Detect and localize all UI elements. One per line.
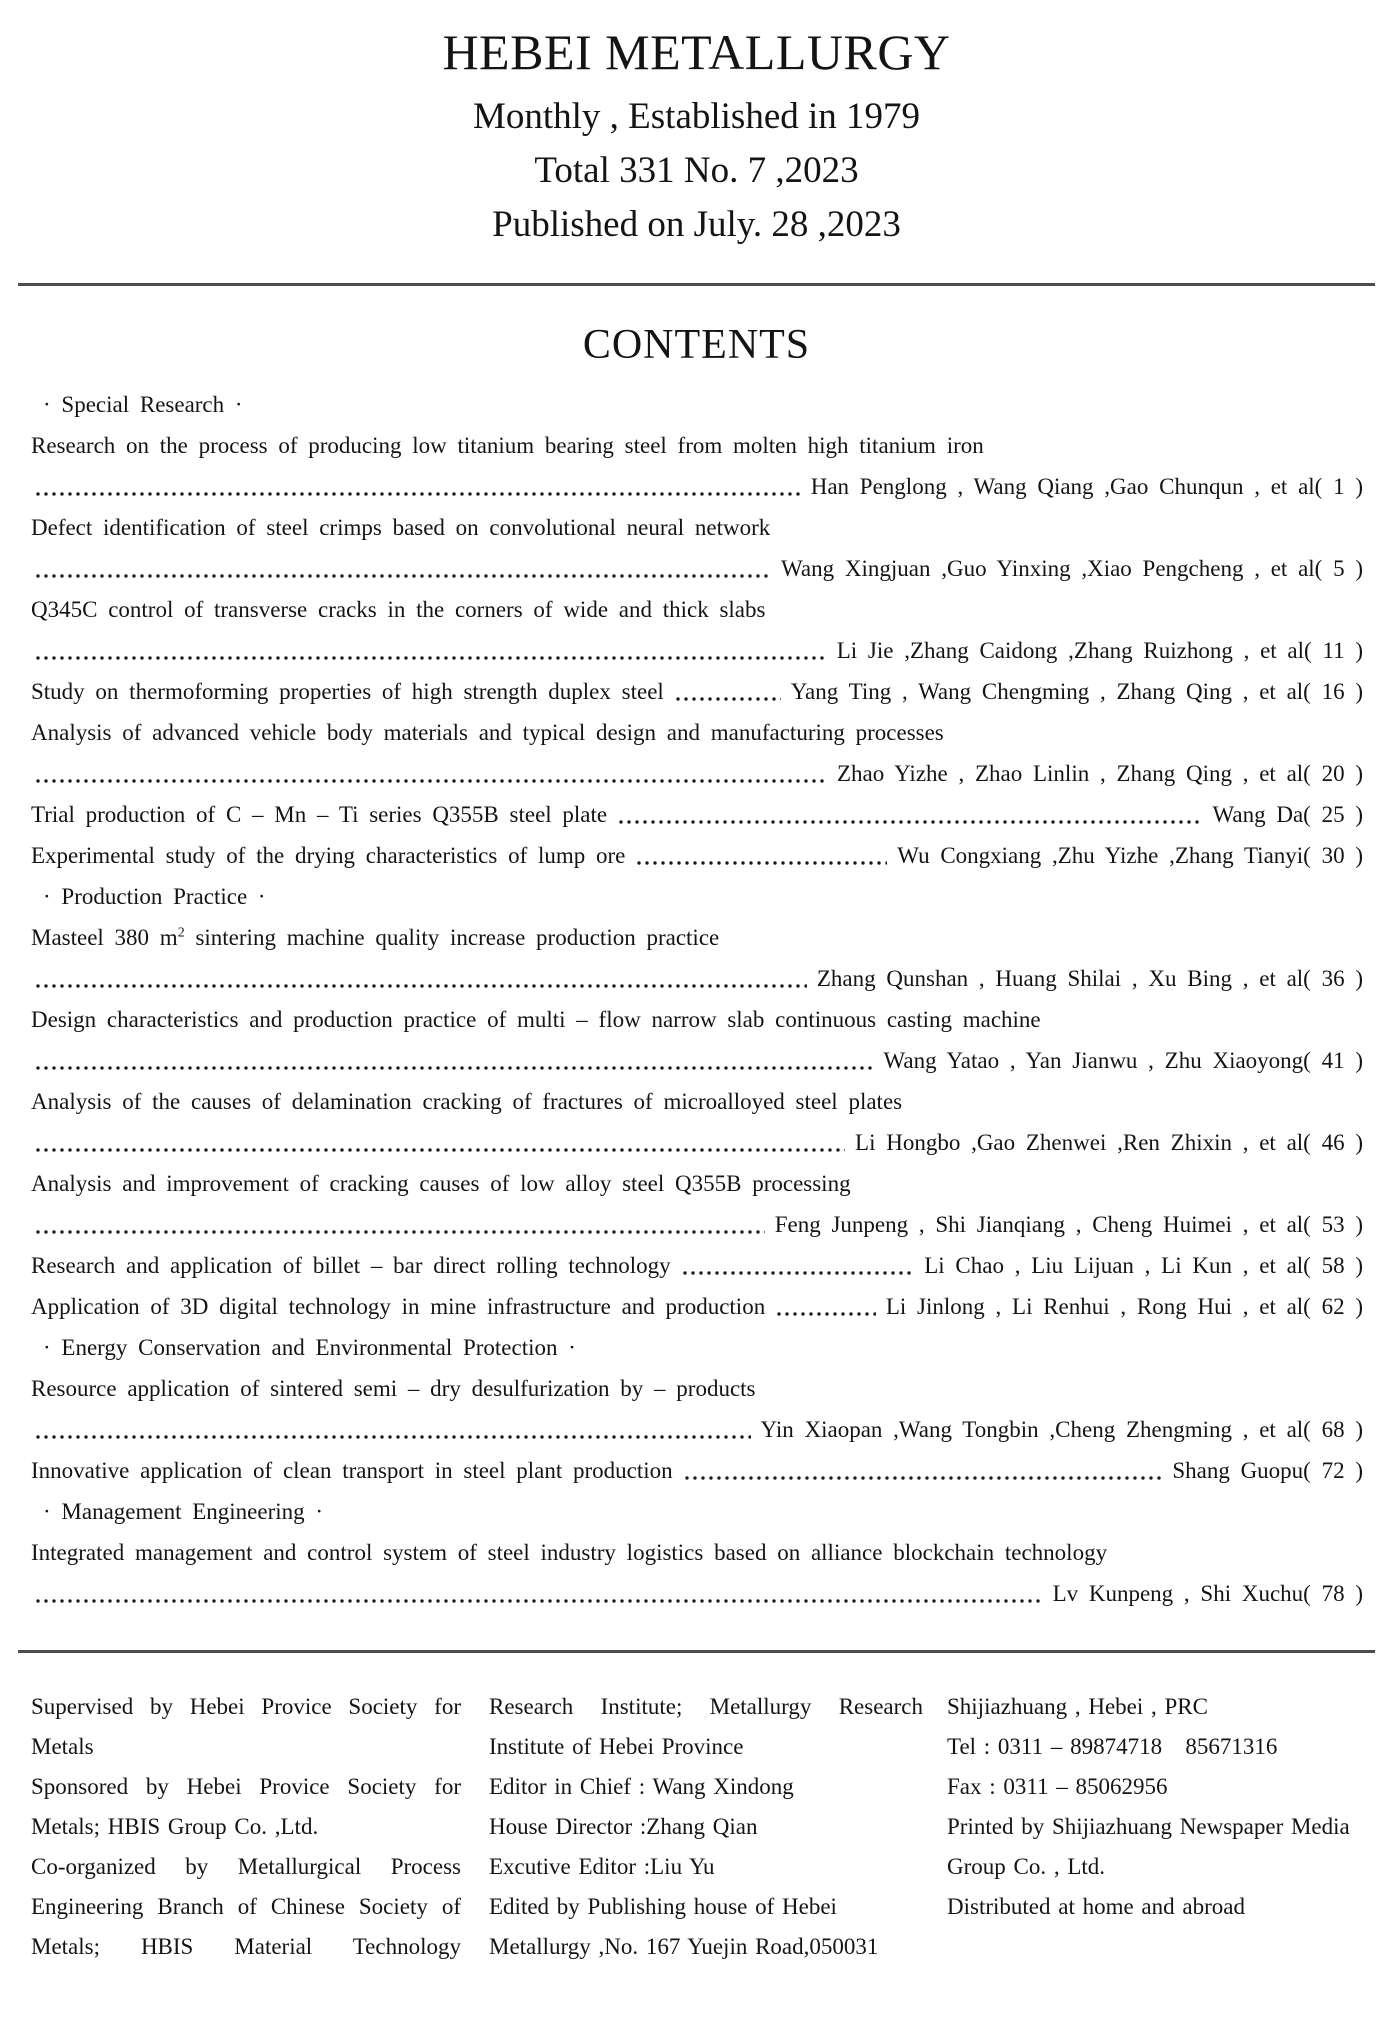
dot-leader	[34, 1204, 765, 1245]
toc-entry	[31, 876, 1363, 917]
imprint-line: Engineering Branch of Chinese Society of	[31, 1894, 461, 1919]
imprint-column	[31, 1687, 461, 1967]
toc-section-heading: · Management Engineering ·	[43, 1499, 324, 1524]
toc-entry	[31, 1081, 1363, 1122]
dot-leader	[34, 630, 827, 671]
dot-leader	[34, 753, 827, 794]
dot-leader	[34, 1122, 845, 1163]
journal-publish-date-line: Published on July. 28 ,2023	[492, 204, 901, 245]
toc-authors-page: Li Jie ,Zhang Caidong ,Zhang Ruizhong , et al( 11 )	[836, 638, 1363, 663]
toc-entry	[31, 589, 1363, 630]
toc-entry	[31, 1450, 1363, 1491]
toc-entry	[31, 671, 1363, 712]
top-divider	[18, 283, 1375, 286]
toc-authors-page: Yin Xiaopan ,Wang Tongbin ,Cheng Zhengming , et al( 68 )	[760, 1417, 1363, 1442]
toc-authors-page: Wang Yatao , Yan Jianwu , Zhu Xiaoyong( 41 )	[883, 1048, 1363, 1073]
toc-entry	[31, 1245, 1363, 1286]
toc-authors-page: Li Chao , Liu Lijuan , Li Kun , et al( 58 )	[924, 1253, 1363, 1278]
dot-leader	[34, 466, 801, 507]
toc-article-title: Defect identification of steel crimps based on convolutional neural network	[31, 515, 771, 540]
imprint-line: Fax : 0311 – 85062956	[947, 1774, 1168, 1799]
toc-section-heading: · Energy Conservation and Environmental Protection ·	[43, 1335, 576, 1360]
imprint-line: Supervised by Hebei Provice Society for	[31, 1694, 461, 1719]
imprint-line: Edited by Publishing house of Hebei	[489, 1894, 837, 1919]
imprint-line: Metallurgy ,No. 167 Yuejin Road,050031	[489, 1934, 879, 1959]
imprint-line: Sponsored by Hebei Provice Society for	[31, 1774, 461, 1799]
toc-article-title: Analysis of advanced vehicle body materials and typical design and manufacturing processes	[31, 720, 944, 745]
toc-article-title: Analysis of the causes of delamination cracking of fractures of microalloyed steel plates	[31, 1089, 903, 1114]
toc-entry	[31, 425, 1363, 466]
journal-frequency-line: Monthly , Established in 1979	[472, 96, 921, 137]
toc-article-title: Resource application of sintered semi – dry desulfurization by – products	[31, 1376, 756, 1401]
toc-article-title: Q345C control of transverse cracks in the corners of wide and thick slabs	[31, 597, 766, 622]
contents-heading: CONTENTS	[582, 322, 811, 368]
imprint-line: Institute of Hebei Province	[489, 1734, 744, 1759]
dot-leader	[681, 1245, 915, 1286]
toc-section-heading: · Production Practice ·	[43, 884, 266, 909]
toc-entry	[31, 794, 1363, 835]
toc-title-pre: Masteel 380 m	[31, 925, 178, 950]
toc-entry	[31, 712, 1363, 753]
toc-entry	[31, 1491, 1363, 1532]
dot-leader	[674, 671, 781, 712]
toc-article-title: Innovative application of clean transport in steel plant production	[31, 1458, 673, 1483]
toc-article-title: Design characteristics and production practice of multi – flow narrow slab continuous casting machine	[31, 1007, 1041, 1032]
toc-authors-page: Wang Xingjuan ,Guo Yinxing ,Xiao Pengcheng , et al( 5 )	[781, 556, 1363, 581]
bottom-divider	[18, 1650, 1375, 1653]
journal-title: HEBEI METALLURGY	[442, 24, 951, 80]
toc-title-superscript: 2	[177, 925, 185, 941]
toc-entry	[31, 999, 1363, 1040]
toc-article-title: Trial production of C – Mn – Ti series Q355B steel plate	[31, 802, 608, 827]
imprint-line: Research Institute; Metallurgy Research	[489, 1694, 923, 1719]
dot-leader	[34, 548, 771, 589]
dot-leader	[34, 1573, 1043, 1614]
toc-entry	[31, 507, 1363, 548]
toc-authors-page: Feng Junpeng , Shi Jianqiang , Cheng Huimei , et al( 53 )	[774, 1212, 1363, 1237]
imprint-line: Distributed at home and abroad	[947, 1894, 1245, 1919]
toc-authors-page: Wu Congxiang ,Zhu Yizhe ,Zhang Tianyi( 30 )	[897, 843, 1363, 868]
imprint-column	[489, 1687, 923, 1967]
toc-entry	[31, 1286, 1363, 1327]
toc-section-heading: · Special Research ·	[43, 392, 243, 417]
imprint-footer	[31, 1687, 1363, 1967]
toc-entry	[31, 1122, 1363, 1163]
toc-authors-page: Li Jinlong , Li Renhui , Rong Hui , et al( 62 )	[885, 1294, 1363, 1319]
toc-entry	[31, 1573, 1363, 1614]
toc-entry	[31, 753, 1363, 794]
imprint-line: Excutive Editor :Liu Yu	[489, 1854, 715, 1879]
toc-article-title: Study on thermoforming properties of high strength duplex steel	[31, 679, 664, 704]
toc-entry	[31, 958, 1363, 999]
toc-title-post: sintering machine quality increase production practice	[184, 925, 720, 950]
imprint-line: Co-organized by Metallurgical Process	[31, 1854, 461, 1879]
toc-list	[31, 384, 1363, 1614]
toc-entry	[31, 630, 1363, 671]
toc-authors-page: Lv Kunpeng , Shi Xuchu( 78 )	[1052, 1581, 1363, 1606]
imprint-line: Metals; HBIS Group Co. ,Ltd.	[31, 1814, 319, 1839]
toc-article-title	[31, 917, 719, 958]
toc-entry	[31, 1040, 1363, 1081]
toc-entry	[31, 384, 1363, 425]
toc-entry	[31, 548, 1363, 589]
imprint-line: House Director :Zhang Qian	[489, 1814, 758, 1839]
toc-authors-page: Shang Guopu( 72 )	[1172, 1458, 1363, 1483]
toc-article-title: Research on the process of producing low titanium bearing steel from molten high titanium iron	[31, 433, 984, 458]
imprint-line: Metals; HBIS Material Technology	[31, 1934, 461, 1959]
toc-authors-page: Yang Ting , Wang Chengming , Zhang Qing , et al( 16 )	[790, 679, 1363, 704]
toc-entry	[31, 1368, 1363, 1409]
imprint-line: Metals	[31, 1734, 94, 1759]
dot-leader	[34, 1409, 751, 1450]
imprint-line: Shijiazhuang , Hebei , PRC	[947, 1694, 1208, 1719]
toc-article-title: Analysis and improvement of cracking causes of low alloy steel Q355B processing	[31, 1171, 851, 1196]
toc-article-title: Research and application of billet – bar direct rolling technology	[31, 1253, 671, 1278]
toc-entry	[31, 466, 1363, 507]
toc-authors-page: Wang Da( 25 )	[1212, 802, 1363, 827]
dot-leader	[34, 958, 807, 999]
toc-authors-page: Han Penglong , Wang Qiang ,Gao Chunqun , et al( 1 )	[810, 474, 1363, 499]
imprint-line: Group Co. , Ltd.	[947, 1854, 1106, 1879]
imprint-line: Tel : 0311 – 89874718 85671316	[947, 1734, 1278, 1759]
toc-entry	[31, 1204, 1363, 1245]
toc-authors-page: Zhao Yizhe , Zhao Linlin , Zhang Qing , et al( 20 )	[836, 761, 1363, 786]
imprint-column	[947, 1687, 1363, 1967]
toc-authors-page: Li Hongbo ,Gao Zhenwei ,Ren Zhixin , et al( 46 )	[855, 1130, 1363, 1155]
imprint-line: Editor in Chief : Wang Xindong	[489, 1774, 794, 1799]
imprint-line: Printed by Shijiazhuang Newspaper Media	[947, 1814, 1350, 1839]
journal-masthead	[0, 0, 1393, 252]
dot-leader	[617, 794, 1202, 835]
dot-leader	[635, 835, 887, 876]
dot-leader	[34, 1040, 874, 1081]
toc-entry	[31, 1163, 1363, 1204]
toc-article-title: Integrated management and control system of steel industry logistics based on alliance blockchain technology	[31, 1540, 1108, 1565]
toc-entry	[31, 835, 1363, 876]
toc-entry	[31, 1409, 1363, 1450]
toc-entry	[31, 917, 1363, 958]
toc-article-title: Application of 3D digital technology in mine infrastructure and production	[31, 1294, 766, 1319]
dot-leader	[683, 1450, 1163, 1491]
journal-issue-line: Total 331 No. 7 ,2023	[534, 150, 859, 191]
toc-entry	[31, 1532, 1363, 1573]
dot-leader	[775, 1286, 876, 1327]
toc-article-title: Experimental study of the drying characteristics of lump ore	[31, 843, 626, 868]
toc-entry	[31, 1327, 1363, 1368]
toc-authors-page: Zhang Qunshan , Huang Shilai , Xu Bing , et al( 36 )	[816, 966, 1363, 991]
